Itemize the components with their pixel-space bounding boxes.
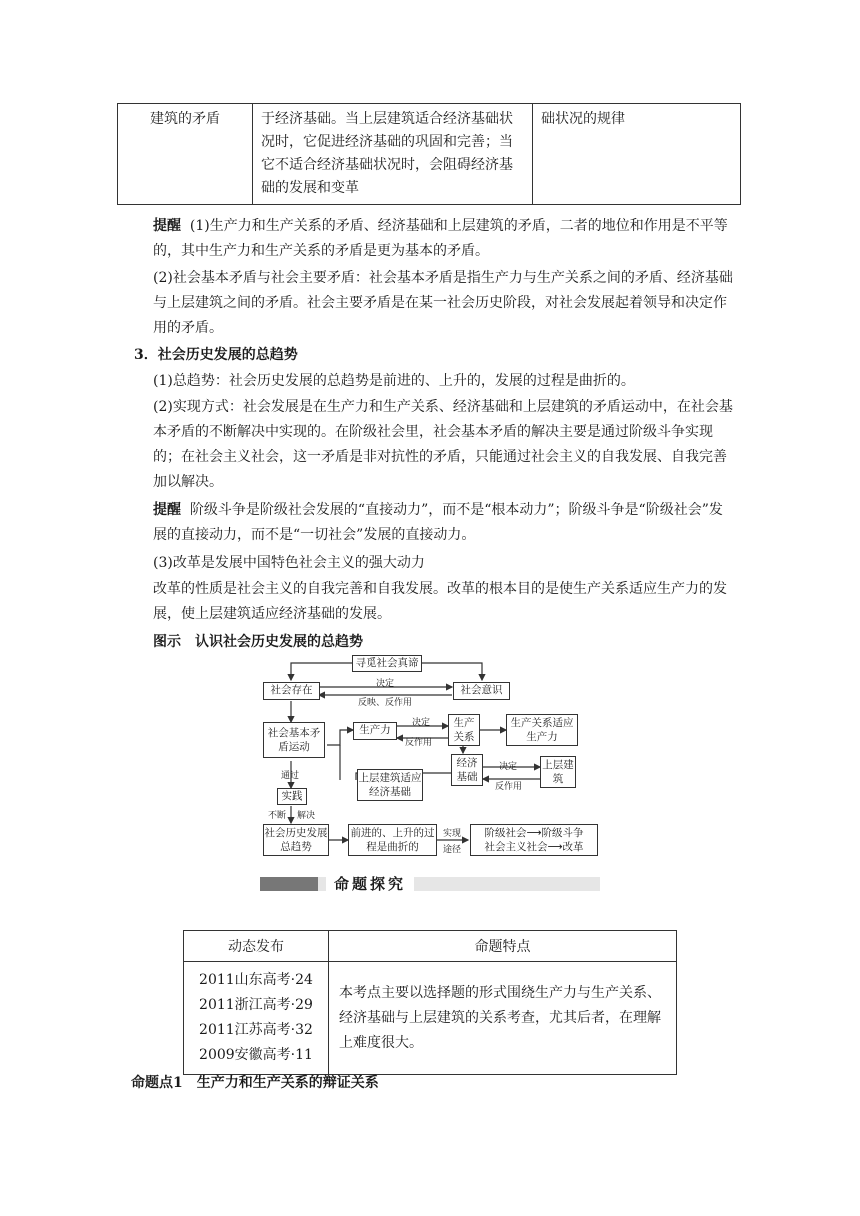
- prop-item: 2011浙江高考·29: [199, 997, 313, 1013]
- section3-tip: 提醒 阶级斗争是阶级社会发展的“直接动力”，而不是“根本动力”；阶级斗争是“阶级社会”发展的直接动力，而不是“一切社会”发展的直接动力。: [153, 502, 723, 543]
- diagram-top: 寻觅社会真谛: [352, 655, 422, 672]
- diagram-decide3: 决定: [499, 762, 518, 772]
- diagram-path2: 社会主义社会⟶改革: [484, 841, 584, 853]
- section3-p3-title: (3)改革是发展中国特色社会主义的强大动力: [153, 555, 425, 571]
- figure-title: 图示 认识社会历史发展的总趋势: [153, 634, 363, 650]
- tip1-para1: 提醒 (1)生产力和生产关系的矛盾、经济基础和上层建筑的矛盾，二者的地位和作用是不平等的，其中生产力和生产关系的矛盾是更为基本的矛盾。: [153, 218, 728, 259]
- diagram-economy: 经济基础: [451, 754, 483, 786]
- diagram-existence: 社会存在: [263, 682, 320, 700]
- diagram-relations: 生产关系: [448, 714, 480, 746]
- diagram-reflect: 反映、反作用: [358, 698, 413, 708]
- diagram-solve: 解决: [297, 811, 316, 821]
- diagram-constant: 不断: [268, 811, 287, 821]
- diagram-superstructure: 上层建筑: [540, 756, 576, 788]
- prop-item: 2011山东高考·24: [199, 972, 313, 988]
- diagram-consciousness: 社会意识: [453, 682, 510, 700]
- section3-p3: 改革的性质是社会主义的自我完善和自我发展。改革的根本目的是使生产关系适应生产力的发展，使上层建筑适应经济基础的发展。: [153, 581, 727, 622]
- section3-tip-label: 提醒: [153, 502, 181, 518]
- diagram-decide2: 决定: [412, 718, 431, 728]
- diagram-productivity: 生产力: [353, 722, 397, 740]
- tip1-label: 提醒: [153, 218, 181, 234]
- footer-point: 命题点1 生产力和生产关系的辩证关系: [131, 1075, 379, 1091]
- top-table: [117, 103, 741, 205]
- tip1-para2: (2)社会基本矛盾与社会主要矛盾：社会基本矛盾是指生产力与生产关系之间的矛盾、经济基础与上层建筑之间的矛盾。社会主要矛盾是在某一社会历史阶段，对社会发展起着领导和决定作用的矛盾。: [153, 270, 733, 336]
- section3-p2: (2)实现方式：社会发展是在生产力和生产关系、经济基础和上层建筑的矛盾运动中，在社会基本矛盾的不断解决中实现的。在阶级社会里，社会基本矛盾的解决主要是通过阶级斗争实现的；在社会主义社会，这一矛盾是非对抗性的矛盾，只能通过社会主义的自我发展、自我完善加以解决。: [153, 399, 733, 490]
- section3-p1: (1)总趋势：社会历史发展的总趋势是前进的、上升的，发展的过程是曲折的。: [153, 373, 635, 389]
- diagram-path1: 阶级社会⟶阶级斗争: [484, 827, 584, 839]
- proposition-table: [183, 930, 677, 1075]
- diagram-through: 通过: [281, 771, 300, 781]
- diagram-trend: 社会历史发展总趋势: [263, 824, 329, 856]
- prop-description: 本考点主要以选择题的形式围绕生产力与生产关系、经济基础与上层建筑的关系考查，尤其后者，在理解上难度很大。: [329, 962, 677, 1075]
- prop-item: 2009安徽高考·11: [199, 1047, 313, 1063]
- diagram-basic-contradiction: 社会基本矛盾运动: [263, 722, 325, 758]
- diagram-decide: 决定: [376, 679, 395, 689]
- prop-header-feature: 命题特点: [329, 931, 677, 962]
- diagram-path: [470, 824, 598, 856]
- diagram-realize2: 途径: [443, 845, 462, 855]
- diagram-react2: 反作用: [405, 738, 433, 748]
- diagram-super-adapt: 上层建筑适应经济基础: [357, 769, 423, 801]
- prop-items-cell: [184, 962, 329, 1075]
- section3-heading: 3．社会历史发展的总趋势: [134, 347, 298, 363]
- top-table-col3: 础状况的规律: [533, 104, 741, 205]
- diagram-relations-adapt: 生产关系适应生产力: [506, 714, 578, 746]
- top-table-col2: 于经济基础。当上层建筑适合经济基础状况时，它促进经济基础的巩固和完善；当它不适合经济基础状况时，会阻碍经济基础的发展和变革: [253, 104, 533, 205]
- section-banner-bar: [260, 877, 318, 891]
- diagram-realize1: 实现: [443, 829, 462, 839]
- diagram-react3: 反作用: [495, 782, 523, 792]
- prop-item: 2011江苏高考·32: [199, 1022, 313, 1038]
- diagram-practice: 实践: [277, 788, 307, 805]
- diagram-forward: 前进的、上升的过程是曲折的: [348, 824, 437, 856]
- prop-header-dynamic: 动态发布: [184, 931, 329, 962]
- top-table-col1: 建筑的矛盾: [118, 104, 253, 205]
- section-banner-text: 命题探究: [326, 873, 414, 894]
